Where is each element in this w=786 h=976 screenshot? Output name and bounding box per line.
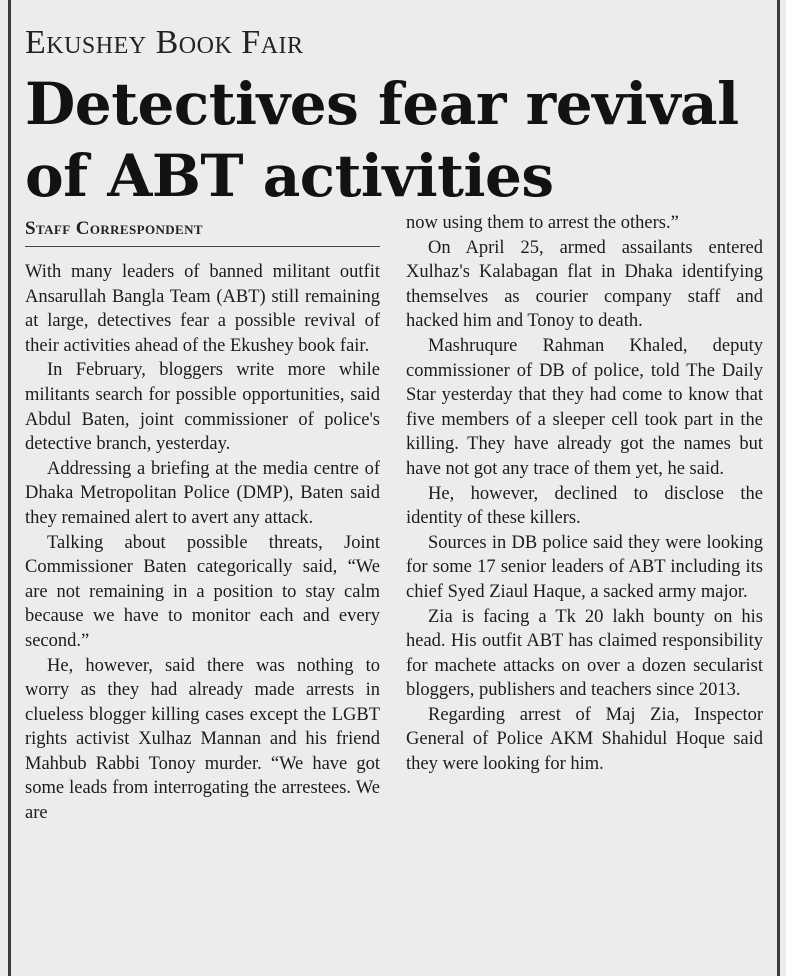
paragraph: Talking about possible threats, Joint Commissioner Baten categorically said, “We are not remaining in a position to stay calm because we have to monitor each and every second.” [25,532,380,651]
paragraph: Mashruqure Rahman Khaled, deputy commissioner of DB of police, told The Daily Star yesterday that they had come to know that five members of a sleeper cell took part in the killing. They have already got the names but have not got any trace of them yet, he said. [406,335,763,479]
right-column-rule [777,0,780,976]
paragraph: In February, bloggers write more while militants search for possible opportunities, said Abdul Baten, joint commissioner of police's detective branch, yesterday. [25,360,380,455]
byline-divider [25,246,380,247]
paragraph: He, however, declined to disclose the identity of these killers. [406,483,763,529]
paragraph: On April 25, armed assailants entered Xulhaz's Kalabagan flat in Dhaka identifying themselves as courier company staff and hacked him and Tonoy to death. [406,237,763,332]
article-column-1 [25,260,380,826]
paragraph: Zia is facing a Tk 20 lakh bounty on his head. His outfit ABT has claimed responsibility for machete attacks on over a dozen secularist bloggers, publishers and teachers since 2013. [406,606,763,701]
byline: Staff Correspondent [25,218,203,239]
paragraph: Regarding arrest of Maj Zia, Inspector General of Police AKM Shahidul Hoque said they were looking for him. [406,704,763,775]
paragraph: He, however, said there was nothing to worry as they had already made arrests in clueless blogger killing cases except the LGBT rights activist Xulhaz Mannan and his friend Mahbub Rabbi Tonoy murder. “We have got some leads from interrogating the arrestees. We are [25,655,380,824]
headline: Detectives fear revival of ABT activities [25,70,739,210]
section-kicker: Ekushey Book Fair [25,24,304,61]
article-column-2 [406,211,763,777]
left-column-rule [8,0,11,976]
paragraph: now using them to arrest the others.” [406,213,679,233]
paragraph: Addressing a briefing at the media centre of Dhaka Metropolitan Police (DMP), Baten said they remained alert to avert any attack. [25,458,380,528]
paragraph: Sources in DB police said they were looking for some 17 senior leaders of ABT including its chief Syed Ziaul Haque, a sacked army major. [406,532,763,602]
paragraph: With many leaders of banned militant outfit Ansarullah Bangla Team (ABT) still remaining at large, detectives fear a possible revival of their activities ahead of the Ekushey book fair. [25,262,380,356]
